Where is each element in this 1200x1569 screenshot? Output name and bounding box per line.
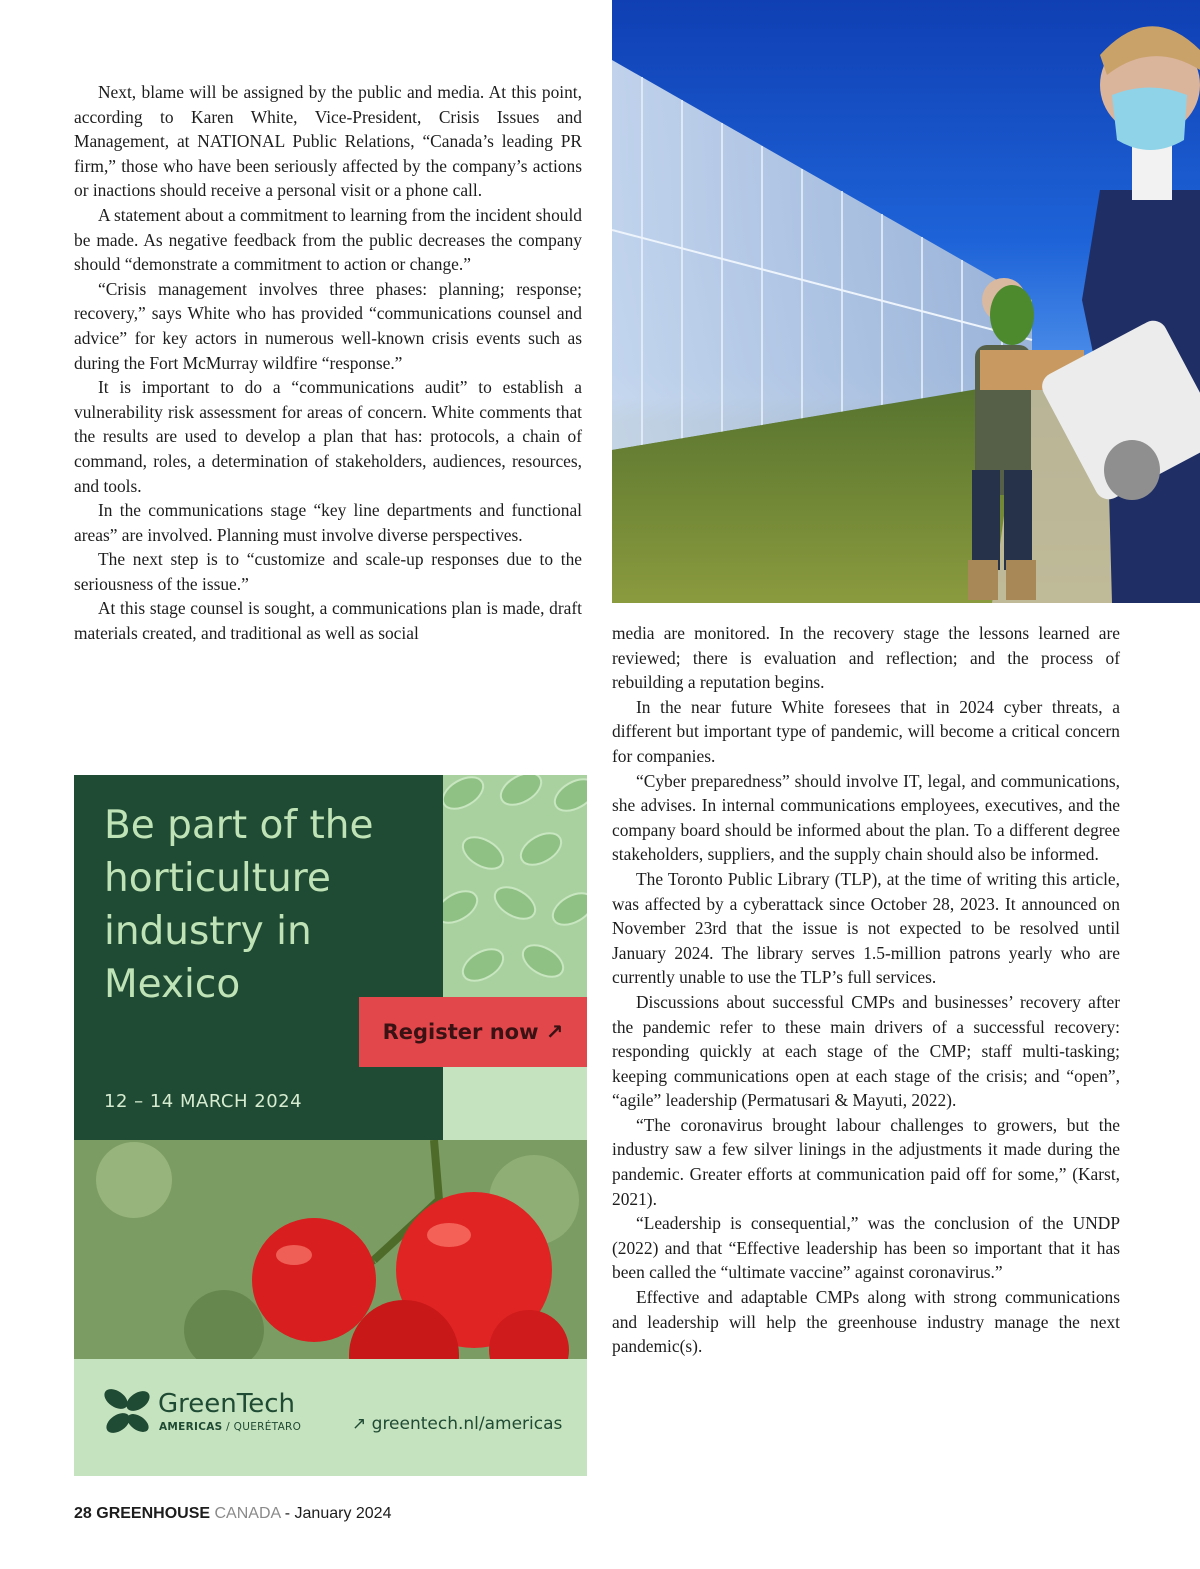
paragraph: “Cyber preparedness” should involve IT, legal, and communications, she advises. In internal communications employees, executives, and the company board should be informed about the plan. To a different degree stakeholders, suppliers, and the supply chain should also be informed. [612,770,1120,865]
paragraph: The Toronto Public Library (TLP), at the time of writing this article, was affected by a cyberattack since October 28, 2023. It announced on November 23rd that the issue is not expected to be resolved until January 2024. The library serves 1.5-million patrons yearly who are currently unable to use the TLP’s full services. [612,868,1120,988]
paragraph-continuation: media are monitored. In the recovery stage the lessons learned are reviewed; there is evaluation and reflection; and the process of rebuilding a reputation begins. [612,623,1120,693]
paragraph: “The coronavirus brought labour challenges to growers, but the industry saw a few silver linings in the adjustments it made during the pandemic. Greater efforts at communication paid off for some,” (Karst, 2021). [612,1114,1120,1209]
greentech-advertisement[interactable] [74,775,587,1476]
greentech-logo-text: GreenTech [158,1389,295,1419]
leaf-pattern [443,775,587,997]
page-footer [74,1505,391,1523]
paragraph: Discussions about successful CMPs and businesses’ recovery after the pandemic refer to these main drivers of a successful recovery: responding quickly at each stage of the CMP; staff multi-tasking; keeping communications open at each stage of the crisis; and “open”, “agile” leadership (Permatusari & Mayuti, 2022). [612,991,1120,1111]
ad-footer-band [74,1359,587,1476]
paragraph: In the near future White foresees that in 2024 cyber threats, a different but important type of pandemic, will become a critical concern for companies. [612,696,1120,766]
paragraph: Next, blame will be assigned by the public and media. At this point, according to Karen White, Vice-President, Crisis Issues and Management, at NATIONAL Public Relations, “Canada’s leading PR firm,” those who have been seriously affected by the company’s actions or inactions should receive a personal visit or a phone call. [74,82,582,201]
tomato-photo [74,1140,587,1359]
page-number: 28 [74,1505,92,1522]
article-right-column [612,621,1120,1359]
paragraph: Effective and adaptable CMPs along with strong communications and leadership will help the greenhouse industry manage the next pandemic(s). [612,1287,1120,1357]
logo-subtitle-rest: / QUERÉTARO [222,1421,302,1433]
register-now-button[interactable]: Register now ↗ [359,997,587,1067]
paragraph: At this stage counsel is sought, a communications plan is made, draft materials created, and traditional as well as social [74,598,582,644]
paragraph: A statement about a commitment to learning from the incident should be made. As negative feedback from the public decreases the company should “demonstrate a commitment to action or change.” [74,204,582,275]
paragraph: “Crisis management involves three phases: planning; response; recovery,” says White who has provided “communications counsel and advice” for key actors in numerous well-known crisis events such as during the Fort McMurray wildfire “response.” [74,278,582,373]
leaf-pattern-icon [443,775,587,997]
paragraph: “Leadership is consequential,” was the conclusion of the UNDP (2022) and that “Effective leadership has been so important that it has been called the “ultimate vaccine” against coronavirus.” [612,1213,1120,1283]
paragraph: It is important to do a “communications audit” to establish a vulnerability risk assessment for areas of concern. White comments that the results are used to develop a plan that has: protocols, a chain of command, roles, a determination of stakeholders, audiences, resources, and tools. [74,377,582,496]
paragraph: In the communications stage “key line departments and functional areas” are involved. Planning must involve diverse perspectives. [74,500,582,545]
ad-event-dates: 12 – 14 MARCH 2024 [104,1091,303,1112]
greenhouse-photo-illustration [612,0,1200,603]
logo-subtitle-bold: AMERICAS [159,1421,223,1433]
magazine-country: CANADA [214,1505,281,1522]
greenhouse-photo [612,0,1200,603]
ad-url-link[interactable]: ↗ greentech.nl/americas [352,1414,563,1434]
ad-headline-panel [74,775,443,1140]
article-left-column [74,80,582,646]
ad-headline: Be part of the horticulture industry in Mexico [104,803,374,1007]
tomato-illustration [74,1140,587,1359]
issue-date: - January 2024 [280,1505,392,1522]
magazine-name: GREENHOUSE [96,1505,211,1522]
paragraph: The next step is to “customize and scale-up responses due to the seriousness of the issue.” [74,549,582,594]
greentech-logo-icon [102,1387,152,1435]
greentech-logo-subtitle [159,1421,301,1433]
